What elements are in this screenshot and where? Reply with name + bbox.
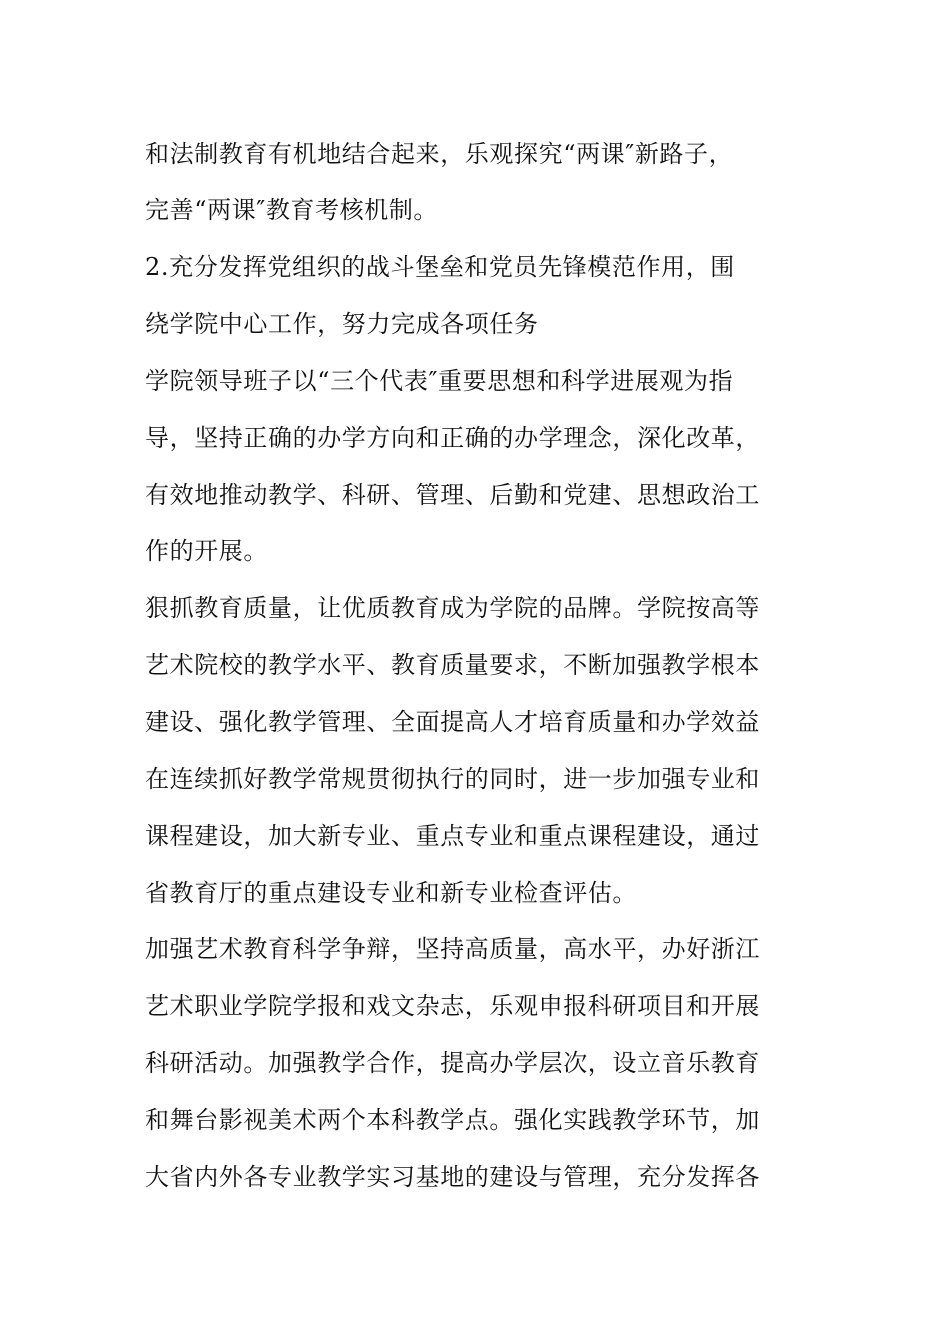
text-line: 有效地推动教学、科研、管理、后勤和党建、思想政治工 xyxy=(145,481,760,509)
text-line: 狠抓教育质量，让优质教育成为学院的品牌。学院按高等 xyxy=(145,594,760,622)
text-line: 完善“两课″教育考核机制。 xyxy=(145,196,439,224)
text-line: 导，坚持正确的办学方向和正确的办学理念，深化改革， xyxy=(145,424,760,452)
text-line: 科研活动。加强教学合作，提高办学层次，设立音乐教育 xyxy=(145,1049,760,1077)
text-line: 艺术院校的教学水平、教育质量要求，不断加强教学根本 xyxy=(145,651,760,679)
text-line: 艺术职业学院学报和戏文杂志，乐观申报科研项目和开展 xyxy=(145,992,760,1020)
text-line: 在连续抓好教学常规贯彻执行的同时，进一步加强专业和 xyxy=(145,765,760,793)
text-line: 2.充分发挥党组织的战斗堡垒和党员先锋模范作用，围 xyxy=(145,253,735,281)
text-line: 加强艺术教育科学争辩，坚持高质量，高水平，办好浙江 xyxy=(145,935,760,963)
text-line: 和舞台影视美术两个本科教学点。强化实践教学环节，加 xyxy=(145,1106,760,1134)
text-line: 学院领导班子以“三个代表″重要思想和科学进展观为指 xyxy=(145,367,734,395)
text-line: 建设、强化教学管理、全面提高人才培育质量和办学效益 xyxy=(145,708,760,736)
text-line: 大省内外各专业教学实习基地的建设与管理，充分发挥各 xyxy=(145,1163,760,1191)
text-line: 课程建设，加大新专业、重点专业和重点课程建设，通过 xyxy=(145,822,760,850)
text-line: 省教育厅的重点建设专业和新专业检查评估。 xyxy=(145,879,637,907)
text-line: 和法制教育有机地结合起来，乐观探究“两课″新路子， xyxy=(145,140,734,168)
text-line: 绕学院中心工作，努力完成各项任务 xyxy=(145,310,539,338)
text-line: 作的开展。 xyxy=(145,537,268,565)
